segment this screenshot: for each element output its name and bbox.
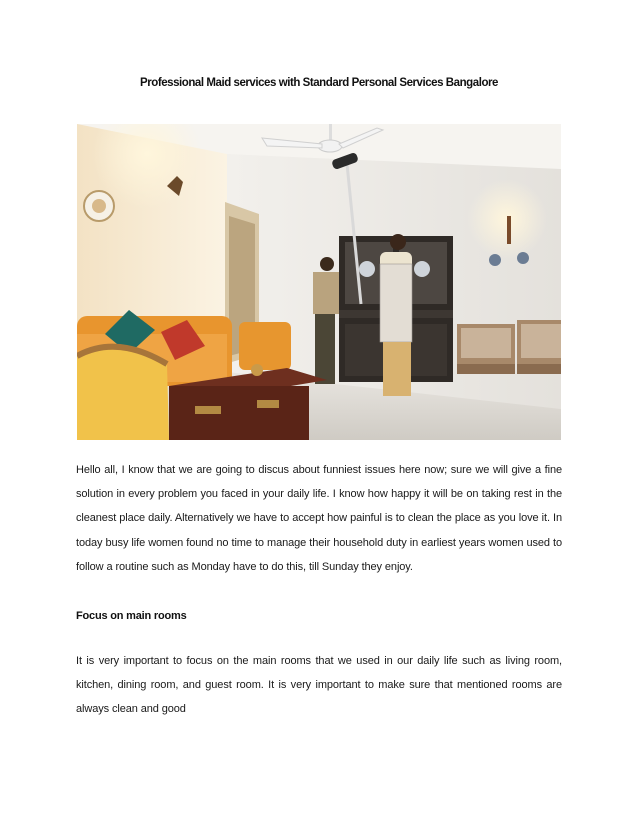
- section-heading: Focus on main rooms: [76, 610, 187, 622]
- document-title: Professional Maid services with Standard Personal Services Bangalore: [140, 77, 498, 89]
- maid-cleaning-room-photo: [77, 124, 561, 440]
- section-paragraph: It is very important to focus on the main rooms that we used in our daily life such as living room, kitchen, dining room, and guest room. It is very important to make sure that mentioned rooms are always clean and good: [76, 655, 562, 716]
- intro-paragraph: Hello all, I know that we are going to discus about funniest issues here now; sure we will give a fine solution in every problem you faced in your daily life. I know how happy it will be on taking rest in the cleanest place daily. Alternatively we have to accept how painful is to clean the place as you love it. In today busy life women found no time to manage their household duty in earliest years women used to follow a routine such as Monday have to do this, till Sunday they enjoy.: [76, 464, 562, 573]
